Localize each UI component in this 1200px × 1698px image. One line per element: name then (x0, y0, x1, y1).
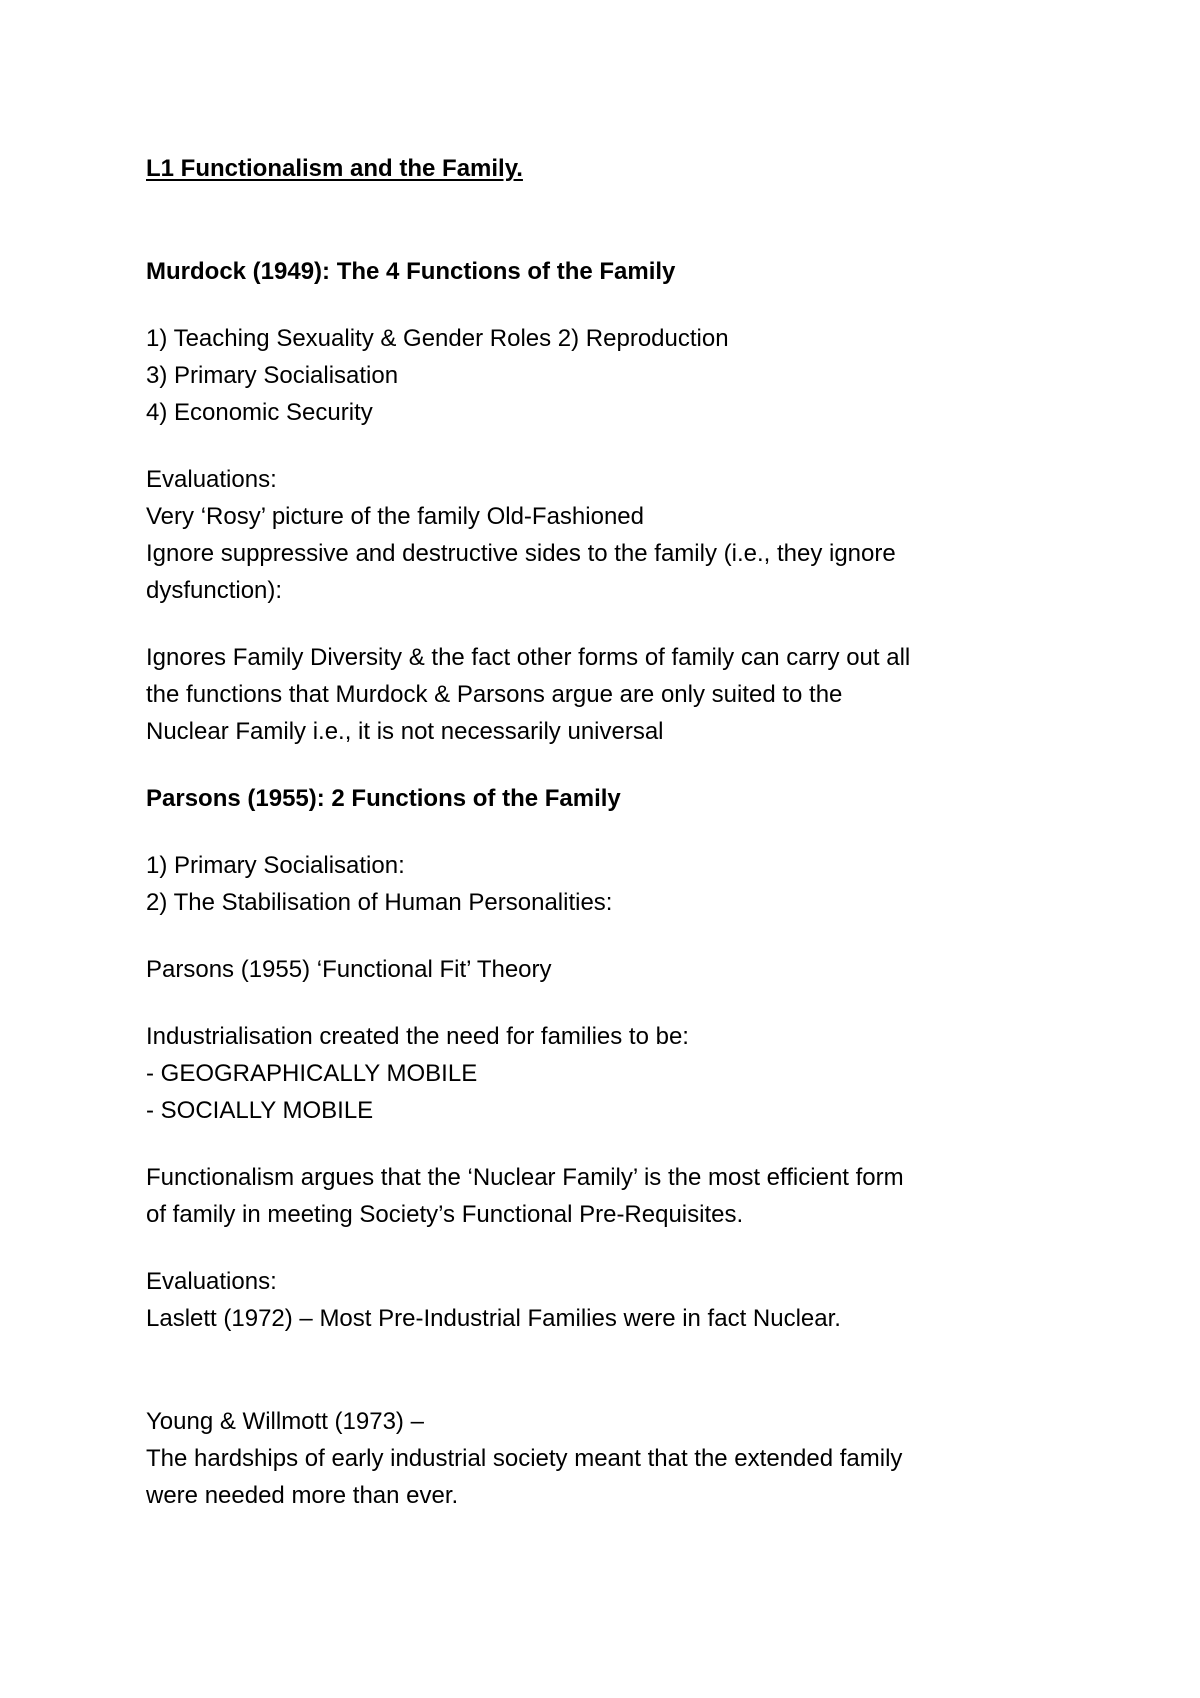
spacer (146, 187, 1086, 253)
spacer (146, 431, 1086, 461)
parsons-evaluations-label: Evaluations: (146, 1268, 277, 1295)
murdock-evaluation-line: Very ‘Rosy’ picture of the family Old-Fashioned (146, 503, 644, 530)
parsons-heading: Parsons (1955): 2 Functions of the Family (146, 785, 621, 812)
diversity-line: the functions that Murdock & Parsons argue are only suited to the (146, 681, 843, 708)
spacer (146, 290, 1086, 320)
spacer (146, 1129, 1086, 1159)
spacer (146, 1233, 1086, 1263)
industrialisation-line: - GEOGRAPHICALLY MOBILE (146, 1060, 478, 1087)
document-body (146, 150, 1086, 1514)
efficiency-line: of family in meeting Society’s Functional Pre-Requisites. (146, 1201, 744, 1228)
young-willmott-line: The hardships of early industrial society meant that the extended family (146, 1445, 903, 1472)
murdock-evaluations-label: Evaluations: (146, 466, 277, 493)
functional-fit-title: Parsons (1955) ‘Functional Fit’ Theory (146, 956, 552, 983)
diversity-line: Ignores Family Diversity & the fact other forms of family can carry out all (146, 644, 911, 671)
young-willmott-line: were needed more than ever. (146, 1482, 459, 1509)
spacer (146, 750, 1086, 780)
diversity-line: Nuclear Family i.e., it is not necessarily universal (146, 718, 664, 745)
young-willmott-line: Young & Willmott (1973) – (146, 1408, 424, 1435)
spacer (146, 609, 1086, 639)
murdock-heading: Murdock (1949): The 4 Functions of the Family (146, 258, 676, 285)
spacer (146, 921, 1086, 951)
murdock-evaluation-line: Ignore suppressive and destructive sides to the family (i.e., they ignore (146, 540, 896, 567)
parsons-item: 2) The Stabilisation of Human Personalities: (146, 889, 613, 916)
murdock-item: 3) Primary Socialisation (146, 362, 399, 389)
parsons-item: 1) Primary Socialisation: (146, 852, 405, 879)
document-title: L1 Functionalism and the Family. (146, 155, 523, 182)
murdock-evaluation-line: dysfunction): (146, 577, 283, 604)
spacer (146, 817, 1086, 847)
spacer (146, 1337, 1086, 1403)
laslett-evaluation: Laslett (1972) – Most Pre-Industrial Families were in fact Nuclear. (146, 1305, 841, 1332)
industrialisation-line: - SOCIALLY MOBILE (146, 1097, 374, 1124)
efficiency-line: Functionalism argues that the ‘Nuclear Family’ is the most efficient form (146, 1164, 904, 1191)
spacer (146, 988, 1086, 1018)
murdock-item: 4) Economic Security (146, 399, 373, 426)
murdock-item: 1) Teaching Sexuality & Gender Roles 2) Reproduction (146, 325, 729, 352)
industrialisation-line: Industrialisation created the need for families to be: (146, 1023, 689, 1050)
